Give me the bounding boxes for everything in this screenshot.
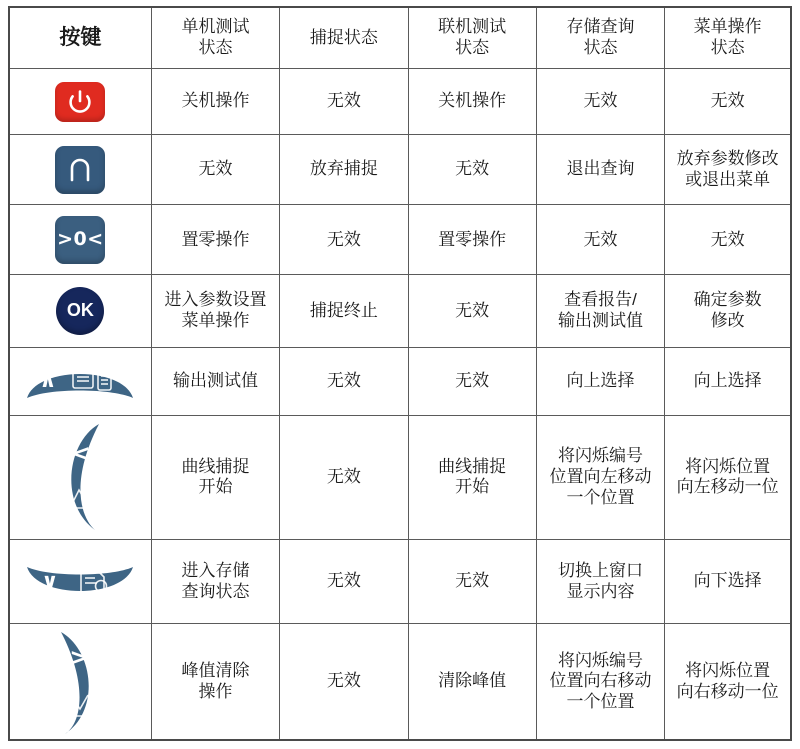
column-header-menu-operation: 菜单操作 状态 xyxy=(665,7,791,69)
table-cell: 无效 xyxy=(408,347,536,415)
table-cell: 无效 xyxy=(280,540,408,624)
key-cell-right-peak xyxy=(9,624,151,740)
table-cell: 向下选择 xyxy=(665,540,791,624)
table-cell: 切换上窗口 显示内容 xyxy=(536,540,664,624)
table-cell: 无效 xyxy=(536,205,664,275)
table-cell: 清除峰值 xyxy=(408,624,536,740)
table-cell: 将闪烁编号 位置向左移动 一个位置 xyxy=(536,415,664,539)
key-cell-ok xyxy=(9,275,151,347)
table-cell: 捕捉终止 xyxy=(280,275,408,347)
table-cell: 峰值清除 操作 xyxy=(151,624,279,740)
right-peak-key-icon xyxy=(45,628,115,736)
table-row xyxy=(9,624,791,740)
table-header xyxy=(9,7,791,69)
table-cell: 关机操作 xyxy=(408,69,536,135)
table-row xyxy=(9,540,791,624)
ok-key-label: OK xyxy=(66,300,94,321)
table-cell: 无效 xyxy=(280,624,408,740)
zero-key-icon xyxy=(55,216,105,264)
table-cell: 置零操作 xyxy=(408,205,536,275)
table-cell: 向上选择 xyxy=(665,347,791,415)
table-cell: 放弃参数修改 或退出菜单 xyxy=(665,135,791,205)
column-header-standalone-test: 单机测试 状态 xyxy=(151,7,279,69)
table-row xyxy=(9,135,791,205)
key-function-table xyxy=(8,6,792,741)
table-row xyxy=(9,205,791,275)
column-header-capture: 捕捉状态 xyxy=(280,7,408,69)
table-row xyxy=(9,415,791,539)
table-cell: 将闪烁编号 位置向右移动 一个位置 xyxy=(536,624,664,740)
table-cell: 进入参数设置 菜单操作 xyxy=(151,275,279,347)
table-row xyxy=(9,69,791,135)
table-cell: 放弃捕捉 xyxy=(280,135,408,205)
key-cell-back xyxy=(9,135,151,205)
table-cell: 无效 xyxy=(280,69,408,135)
down-arrow-label: ∨ xyxy=(41,568,59,593)
table-body xyxy=(9,69,791,741)
table-cell: 输出测试值 xyxy=(151,347,279,415)
table-cell: 置零操作 xyxy=(151,205,279,275)
left-curve-key-icon xyxy=(45,420,115,534)
power-key-icon xyxy=(55,82,105,122)
table-cell: 进入存储 查询状态 xyxy=(151,540,279,624)
up-arrow-label: ∧ xyxy=(39,368,57,393)
column-header-key: 按键 xyxy=(9,7,151,69)
table-cell: 无效 xyxy=(280,415,408,539)
right-arrow-label: > xyxy=(69,644,89,671)
table-cell: 无效 xyxy=(665,205,791,275)
key-cell-left-curve xyxy=(9,415,151,539)
table-cell: 向上选择 xyxy=(536,347,664,415)
table-cell: 无效 xyxy=(665,69,791,135)
column-header-online-test: 联机测试 状态 xyxy=(408,7,536,69)
table-cell: 无效 xyxy=(280,347,408,415)
left-arrow-label: < xyxy=(71,441,91,468)
table-cell: 查看报告/ 输出测试值 xyxy=(536,275,664,347)
table-cell: 将闪烁位置 向右移动一位 xyxy=(665,624,791,740)
zero-key-label: >0< xyxy=(57,228,104,251)
column-header-storage-query: 存储查询 状态 xyxy=(536,7,664,69)
down-query-key-icon xyxy=(15,557,145,607)
table-cell: 确定参数 修改 xyxy=(665,275,791,347)
table-cell: 无效 xyxy=(536,69,664,135)
key-cell-zero xyxy=(9,205,151,275)
table-cell: 退出查询 xyxy=(536,135,664,205)
ok-key-icon xyxy=(56,287,104,335)
back-key-icon xyxy=(55,146,105,194)
table-cell: 将闪烁位置 向左移动一位 xyxy=(665,415,791,539)
table-cell: 无效 xyxy=(408,540,536,624)
table-row xyxy=(9,347,791,415)
table-cell: 无效 xyxy=(151,135,279,205)
key-cell-up-print xyxy=(9,347,151,415)
table-header-row xyxy=(9,7,791,69)
key-cell-down-query xyxy=(9,540,151,624)
table-cell: 无效 xyxy=(408,135,536,205)
table-cell: 无效 xyxy=(408,275,536,347)
table-cell: 无效 xyxy=(280,205,408,275)
table-row xyxy=(9,275,791,347)
table-cell: 曲线捕捉 开始 xyxy=(151,415,279,539)
table-cell: 关机操作 xyxy=(151,69,279,135)
key-cell-power xyxy=(9,69,151,135)
up-print-key-icon xyxy=(15,358,145,404)
table-cell: 曲线捕捉 开始 xyxy=(408,415,536,539)
